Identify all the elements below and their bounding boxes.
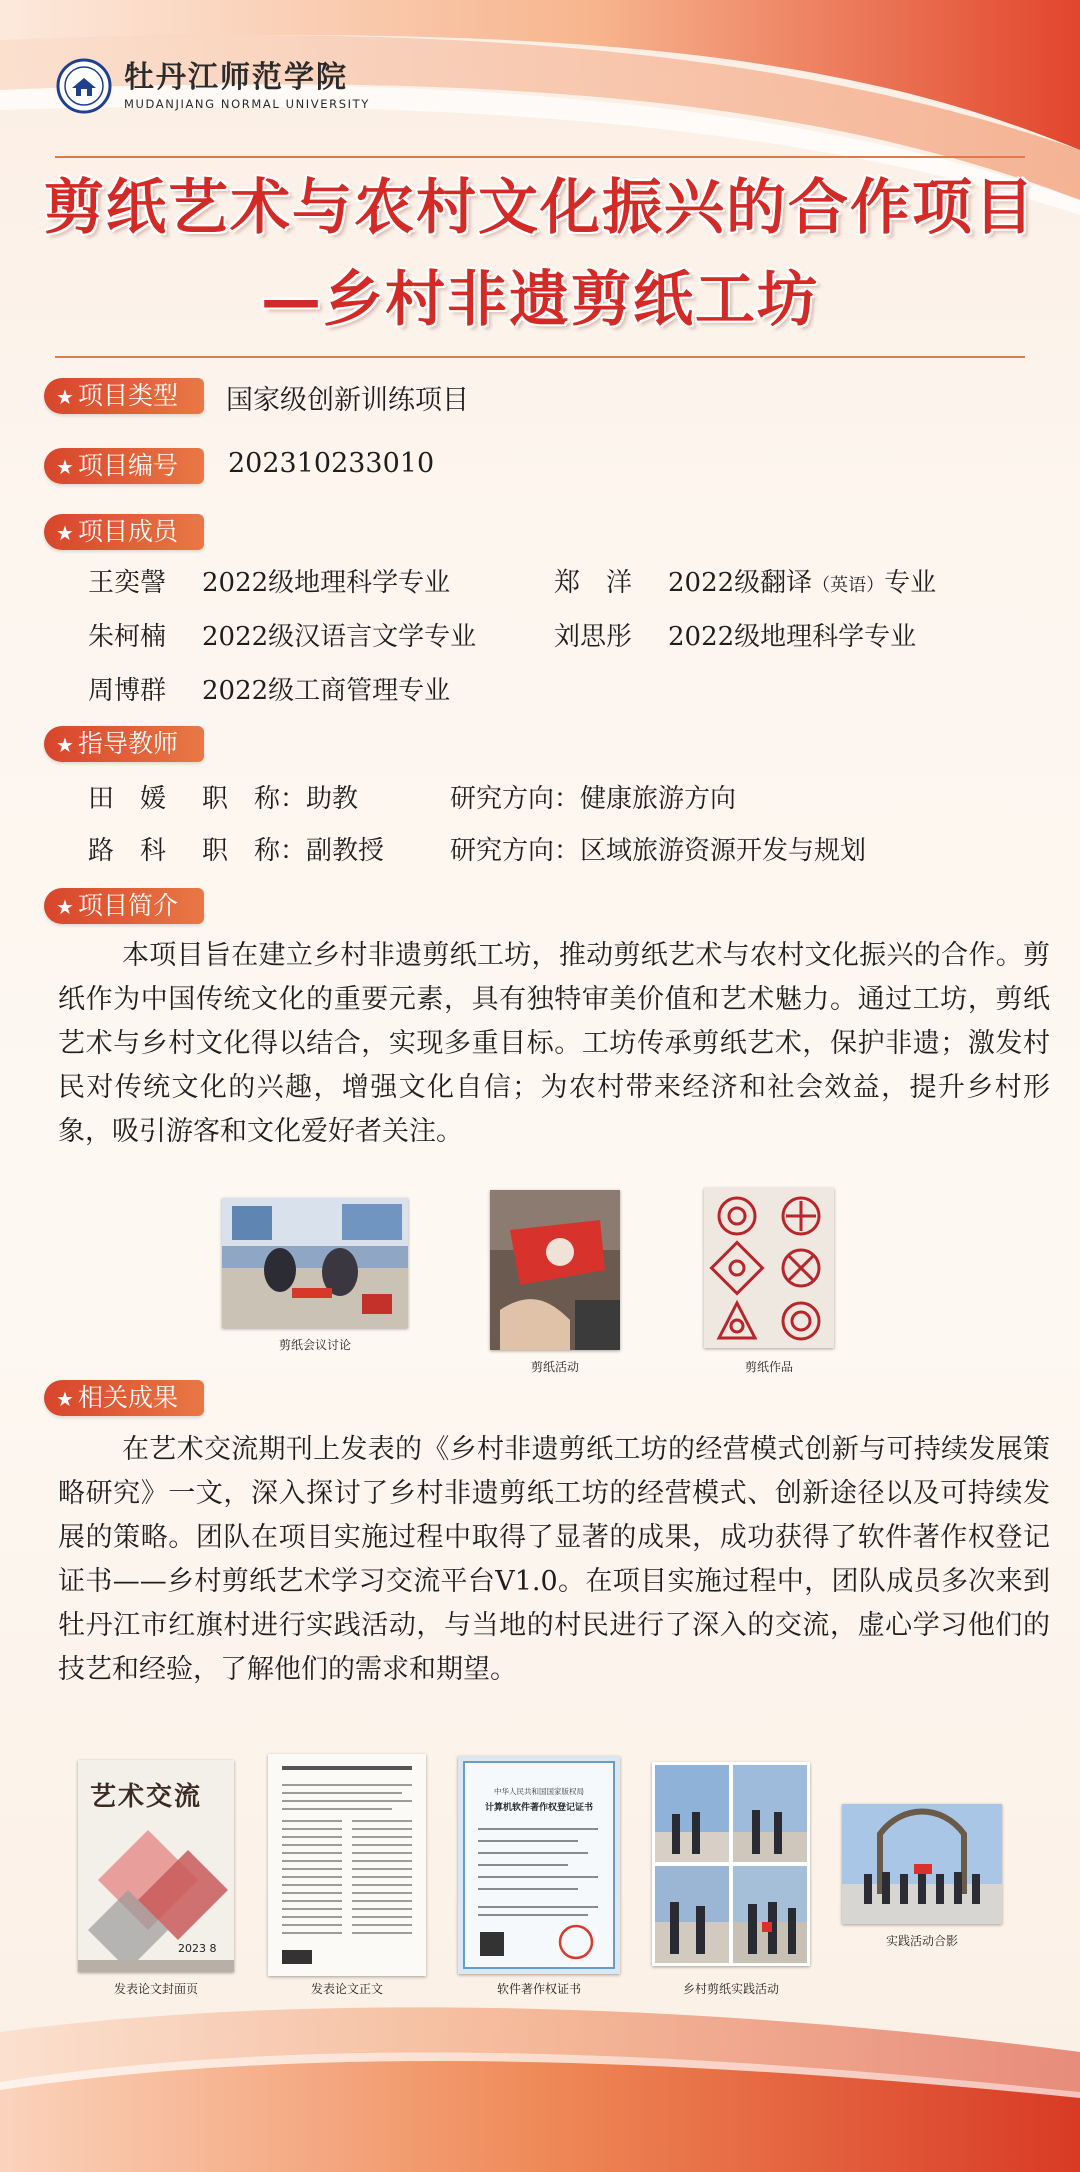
photo-caption: 发表论文正文 (310, 1982, 383, 1996)
intro-paragraph: 本项目旨在建立乡村非遗剪纸工坊，推动剪纸艺术与农村文化振兴的合作。剪纸作为中国传统文化的重要元素，具有独特审美价值和艺术魅力。通过工坊，剪纸艺术与乡村文化得以结合，实现多重目标。工坊传承剪纸艺术，保护非遗；激发村民对传统文化的兴趣，增强文化自信；为农村带来经济和社会效益，提升乡村形象，吸引游客和文化爱好者关注。 (58, 940, 1050, 1147)
photo-copyright-certificate (458, 1756, 620, 1974)
certificate-title: 计算机软件著作权登记证书 (484, 1803, 593, 1813)
section-tag-type (44, 378, 204, 414)
certificate-issuer: 中华人民共和国国家版权局 (494, 1787, 584, 1796)
photo-caption: 剪纸会议讨论 (278, 1338, 351, 1352)
member-name: 刘思彤 (554, 622, 633, 652)
section-tag-label: 项目类型 (77, 381, 178, 410)
star-icon: ★ (56, 455, 74, 479)
advisor-name: 田 媛 (88, 784, 167, 814)
university-name-en: MUDANJIANG NORMAL UNIVERSITY (124, 97, 370, 111)
photo-caption: 软件著作权证书 (496, 1982, 581, 1996)
university-emblem-icon (56, 58, 112, 114)
project-type-value: 国家级创新训练项目 (226, 385, 469, 416)
member-name: 朱柯楠 (88, 622, 167, 652)
title-top-divider (55, 156, 1025, 158)
section-tag-intro (44, 888, 204, 924)
member-row (88, 670, 450, 707)
advisor-name: 路 科 (88, 836, 167, 866)
advisor-row (88, 830, 866, 867)
photo-group (842, 1804, 1002, 1924)
photo-journal-cover (78, 1760, 234, 1972)
member-major: 2022级地理科学专业 (668, 622, 917, 652)
section-tag-members (44, 514, 204, 550)
member-name: 王奕謦 (88, 568, 167, 598)
member-major: 2022级工商管理专业 (202, 676, 451, 706)
section-tag-label: 指导教师 (77, 729, 178, 758)
photo-paper-page (268, 1754, 426, 1976)
photo-caption: 发表论文封面页 (113, 1982, 198, 1996)
photo-papercut-works (704, 1188, 834, 1348)
advisor-direction: 健康旅游方向 (580, 784, 737, 814)
page-title-line1: 剪纸艺术与农村文化振兴的合作项目 (44, 173, 1036, 243)
photo-village-practice (652, 1762, 810, 1966)
photo-activity (490, 1190, 620, 1350)
advisor-title-label: 职 称： (202, 784, 307, 814)
member-row (88, 616, 916, 653)
star-icon: ★ (56, 733, 74, 757)
results-paragraph: 在艺术交流期刊上发表的《乡村非遗剪纸工坊的经营模式创新与可持续发展策略研究》一文，深入探讨了乡村非遗剪纸工坊的经营模式、创新途径以及可持续发展的策略。团队在项目实施过程中取得了显著的成果，成功获得了软件著作权登记证书——乡村剪纸艺术学习交流平台V1.0。在项目实施过程中，团队成员多次来到牡丹江市红旗村进行实践活动，与当地的村民进行了深入的交流，虚心学习他们的技艺和经验，了解他们的需求和期望。 (58, 1434, 1050, 1685)
advisor-row (88, 778, 736, 815)
university-logo (56, 58, 370, 114)
photo-caption: 乡村剪纸实践活动 (682, 1982, 779, 1996)
project-number-value: 202310233010 (228, 448, 435, 479)
member-name: 周博群 (88, 676, 167, 706)
journal-cover-issue: 2023 8 (178, 1942, 217, 1955)
member-major: 2022级翻译 (668, 568, 813, 598)
section-tag-label: 项目编号 (77, 451, 178, 480)
page-title-line2: —乡村非遗剪纸工坊 (261, 265, 819, 335)
section-tag-number (44, 448, 204, 484)
section-tag-label: 项目简介 (77, 891, 178, 920)
section-tag-label: 相关成果 (77, 1383, 178, 1412)
member-major: 2022级地理科学专业 (202, 568, 451, 598)
section-tag-label: 项目成员 (77, 517, 178, 546)
member-row (88, 562, 936, 599)
photo-caption: 剪纸活动 (530, 1360, 579, 1374)
section-tag-advisors (44, 726, 204, 762)
advisor-title: 助教 (306, 784, 359, 814)
star-icon: ★ (56, 521, 74, 545)
title-bottom-divider (55, 356, 1025, 358)
journal-cover-title: 艺术交流 (90, 1782, 203, 1812)
university-name-cn: 牡丹江师范学院 (124, 60, 348, 95)
member-major-suffix: 专业 (884, 568, 937, 598)
photo-caption: 剪纸作品 (744, 1360, 793, 1374)
member-major-note: （英语） (812, 575, 885, 596)
photo-caption: 实践活动合影 (885, 1934, 958, 1948)
section-tag-results (44, 1380, 204, 1416)
star-icon: ★ (56, 1387, 74, 1411)
member-name: 郑 洋 (554, 568, 633, 598)
advisor-dir-label: 研究方向： (450, 784, 581, 814)
advisor-title-label: 职 称： (202, 836, 307, 866)
advisor-direction: 区域旅游资源开发与规划 (580, 836, 867, 866)
advisor-dir-label: 研究方向： (450, 836, 581, 866)
advisor-title: 副教授 (306, 836, 385, 866)
member-major: 2022级汉语言文学专业 (202, 622, 477, 652)
star-icon: ★ (56, 895, 74, 919)
photo-meeting (222, 1198, 408, 1328)
star-icon: ★ (56, 385, 74, 409)
